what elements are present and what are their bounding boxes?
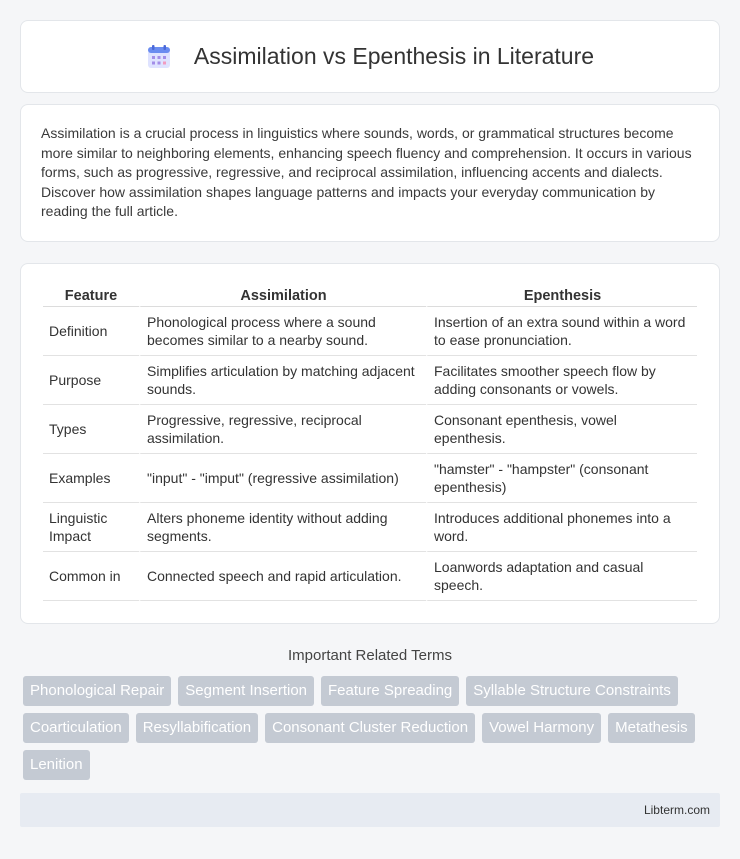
related-term-tag[interactable]: Feature Spreading [321,676,459,706]
intro-paragraph: Assimilation is a crucial process in linguistics where sounds, words, or grammatical structures become more similar to neighboring elements, enhancing speech fluency and comprehension. It occurs in various forms, such as progressive, regressive, and reciprocal assimilation, influencing accents and dialects. Discover how assimilation shapes language patterns and impacts your everyday communication by reading the full article. [20,104,720,242]
page-header [20,20,720,93]
related-term-tag[interactable]: Coarticulation [23,713,129,743]
related-term-tag[interactable]: Lenition [23,750,90,780]
related-term-tag[interactable]: Phonological Repair [23,676,171,706]
row-epenthesis: Facilitates smoother speech flow by adding consonants or vowels. [426,356,697,405]
related-term-tag[interactable]: Consonant Cluster Reduction [265,713,475,743]
table-row [43,307,697,356]
row-assimilation: "input" - "imput" (regressive assimilation) [139,454,426,503]
related-terms-title: Important Related Terms [288,646,452,664]
row-epenthesis: Consonant epenthesis, vowel epenthesis. [426,405,697,454]
header-epenthesis: Epenthesis [426,286,697,307]
row-assimilation: Phonological process where a sound becomes similar to a nearby sound. [139,307,426,356]
table-header-row [43,286,697,307]
row-assimilation: Simplifies articulation by matching adjacent sounds. [139,356,426,405]
row-assimilation: Alters phoneme identity without adding segments. [139,503,426,552]
table-row [43,405,697,454]
header-assimilation: Assimilation [139,286,426,307]
related-terms-list [20,676,720,787]
row-feature: Examples [43,454,139,503]
row-epenthesis: Insertion of an extra sound within a word to ease pronunciation. [426,307,697,356]
related-term-tag[interactable]: Resyllabification [136,713,258,743]
related-term-tag[interactable]: Syllable Structure Constraints [466,676,678,706]
comparison-table [43,286,697,601]
row-feature: Types [43,405,139,454]
table-row [43,552,697,601]
row-feature: Common in [43,552,139,601]
list-calendar-icon [146,44,172,70]
table-row [43,503,697,552]
row-assimilation: Progressive, regressive, reciprocal assimilation. [139,405,426,454]
row-epenthesis: "hamster" - "hampster" (consonant epenthesis) [426,454,697,503]
row-assimilation: Connected speech and rapid articulation. [139,552,426,601]
related-term-tag[interactable]: Metathesis [608,713,695,743]
page-title: Assimilation vs Epenthesis in Literature [193,43,595,69]
row-feature: Definition [43,307,139,356]
table-row [43,356,697,405]
row-feature: Linguistic Impact [43,503,139,552]
row-epenthesis: Introduces additional phonemes into a word. [426,503,697,552]
table-row [43,454,697,503]
related-term-tag[interactable]: Vowel Harmony [482,713,601,743]
footer-brand-link[interactable]: Libterm.com [643,802,710,817]
header-feature: Feature [43,286,139,307]
row-feature: Purpose [43,356,139,405]
footer [20,793,720,827]
comparison-table-card [20,263,720,624]
related-term-tag[interactable]: Segment Insertion [178,676,314,706]
row-epenthesis: Loanwords adaptation and casual speech. [426,552,697,601]
